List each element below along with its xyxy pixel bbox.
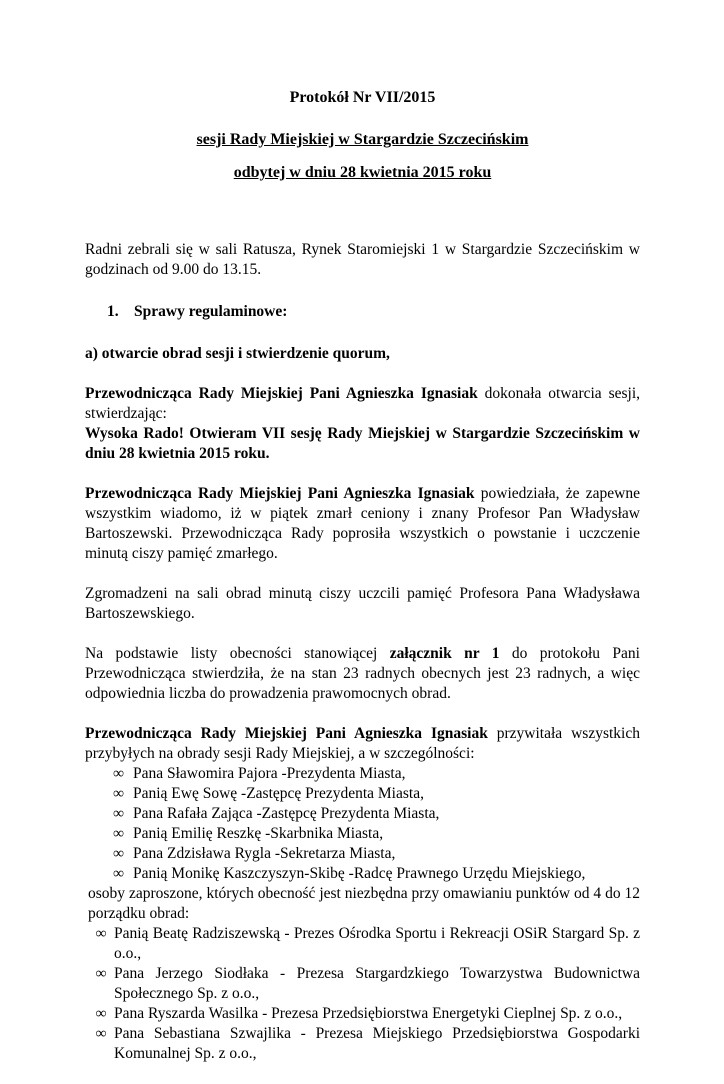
welcome-rest: przywitała wszystkich przybyłych na obrady sesji Rady Miejskiej, a w szczególności: [85, 725, 640, 762]
paragraph-welcome [85, 724, 640, 1064]
list-item [88, 964, 640, 1004]
bullet-icon: ∞ [112, 805, 125, 822]
bullet-icon: ∞ [112, 825, 125, 842]
list-item [88, 924, 640, 964]
list-item [88, 1004, 640, 1024]
list-item-text: Pana Zdzisława Rygla -Sekretarza Miasta, [133, 845, 396, 862]
section-1-number: 1. [107, 303, 119, 320]
attendance-post: do protokołu Pani Przewodnicząca stwierdziła, że na stan 23 radnych obecnych jest 23 radnych, a więc odpowiednia liczba do prowadzenia prawomocnych obrad. [85, 645, 640, 702]
list-item-text: Panią Emilię Reszkę -Skarbnika Miasta, [133, 825, 384, 842]
list-item [104, 804, 640, 824]
guests-list [88, 924, 640, 1064]
attachment-ref: załącznik nr 1 [389, 645, 500, 662]
list-item [104, 764, 640, 784]
list-item [104, 824, 640, 844]
paragraph-memorial-line [85, 484, 640, 564]
bullet-icon: ∞ [112, 765, 125, 782]
list-item-text: Panią Ewę Sowę -Zastępcę Prezydenta Miasta, [133, 785, 424, 802]
list-item-text: Pana Jerzego Siodłaka - Prezesa Stargardzkiego Towarzystwa Budownictwa Społecznego Sp. z o.o., [114, 965, 640, 1002]
list-item-text: Panią Monikę Kaszczyszyn-Skibę -Radcę Prawnego Urzędu Miejskiego, [133, 865, 586, 882]
bullet-icon: ∞ [112, 845, 125, 862]
bullet-icon: ∞ [112, 865, 125, 882]
list-item-text: Pana Rafała Zająca -Zastępcę Prezydenta Miasta, [133, 805, 440, 822]
list-item-text: Pana Sebastiana Szwajlika - Prezesa Miejskiego Przedsiębiorstwa Gospodarki Komunalnej Sp. z o.o., [114, 1025, 640, 1062]
paragraph-opening [85, 384, 640, 464]
paragraph-welcome-line [85, 724, 640, 764]
paragraph-silence: Zgromadzeni na sali obrad minutą ciszy uczcili pamięć Profesora Pana Władysława Bartoszewskiego. [85, 585, 640, 622]
paragraph-opening-line [85, 384, 640, 424]
list-item-text: Panią Beatę Radziszewską - Prezes Ośrodka Sportu i Rekreacji OSiR Stargard Sp. z o.o., [114, 925, 640, 962]
list-item-text: Pana Ryszarda Wasilka - Prezesa Przedsiębiorstwa Energetyki Cieplnej Sp. z o.o., [114, 1005, 623, 1022]
doc-subtitle-line2: odbytej w dniu 28 kwietnia 2015 roku [233, 164, 492, 181]
point-a-heading: a) otwarcie obrad sesji i stwierdzenie quorum, [85, 345, 390, 362]
doc-title: Protokół Nr VII/2015 [289, 89, 436, 106]
section-1-heading [85, 302, 640, 322]
list-item-text: Pana Sławomira Pajora -Prezydenta Miasta, [133, 765, 406, 782]
bullet-icon: ∞ [112, 785, 125, 802]
bullet-icon: ∞ [95, 925, 107, 942]
opening-quote: Wysoka Rado! Otwieram VII sesję Rady Miejskiej w Stargardzie Szczecińskim w dniu 28 kwietnia 2015 roku. [85, 425, 640, 462]
memorial-rest: powiedziała, że zapewne wszystkim wiadomo, iż w piątek zmarł ceniony i znany Profesor Pan Władysław Bartoszewski. Przewodnicząca Rady poprosiła wszystkich o powstanie i uczczenie minutą ciszy pamięć zmarłego. [85, 485, 640, 562]
bullet-icon: ∞ [95, 1005, 107, 1022]
paragraph-memorial [85, 484, 640, 564]
section-1-title: Sprawy regulaminowe: [134, 303, 288, 320]
paragraph-attendance-line [85, 644, 640, 704]
attendance-pre: Na podstawie listy obecności stanowiącej [85, 645, 390, 662]
chairwoman-name: Przewodnicząca Rady Miejskiej Pani Agnieszka Ignasiak [85, 485, 475, 502]
officials-list [104, 764, 640, 884]
paragraph-attendance [85, 644, 640, 704]
bullet-icon: ∞ [95, 1025, 107, 1042]
list-item [104, 844, 640, 864]
paragraph-intro: Radni zebrali się w sali Ratusza, Rynek Staromiejski 1 w Stargardzie Szczecińskim w godzinach od 9.00 do 13.15. [85, 241, 640, 278]
list-item [104, 864, 640, 884]
invited-intro: osoby zaproszone, których obecność jest niezbędna przy omawianiu punktów od 4 do 12 porządku obrad: [88, 885, 640, 922]
list-item [88, 1024, 640, 1064]
list-item [104, 784, 640, 804]
doc-subtitle-line1: sesji Rady Miejskiej w Stargardzie Szczecińskim [196, 131, 529, 148]
bullet-icon: ∞ [95, 965, 107, 982]
opening-rest: dokonała otwarcia sesji, stwierdzając: [85, 385, 640, 422]
chairwoman-name: Przewodnicząca Rady Miejskiej Pani Agnieszka Ignasiak [85, 725, 488, 742]
chairwoman-name: Przewodnicząca Rady Miejskiej Pani Agnieszka Ignasiak [85, 385, 478, 402]
